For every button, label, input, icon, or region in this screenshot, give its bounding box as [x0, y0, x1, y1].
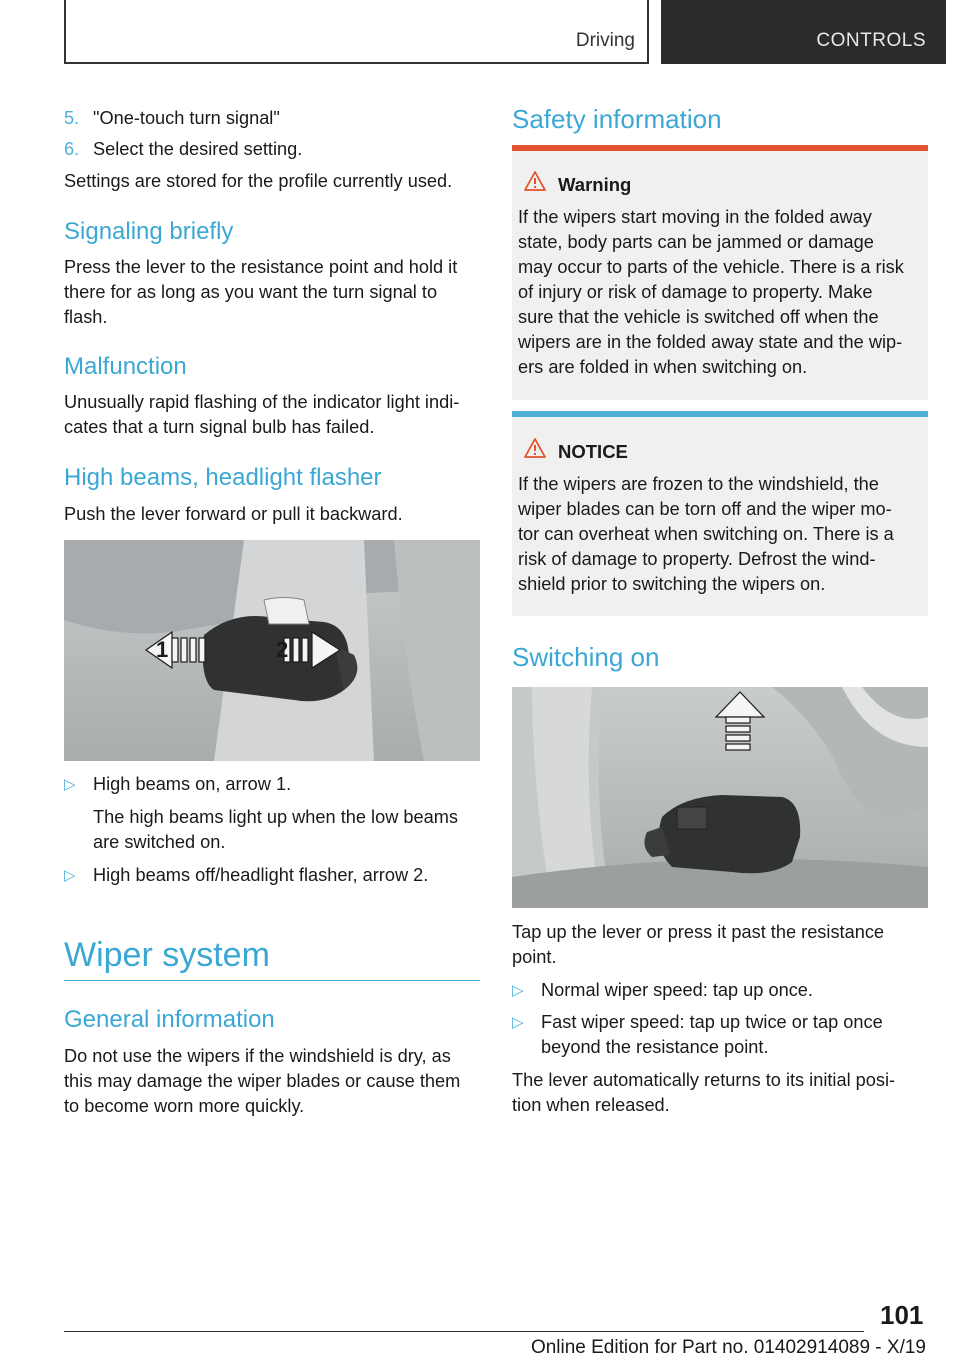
paragraph-line: cates that a turn signal bulb has failed. [64, 417, 375, 437]
notice-line: wiper blades can be torn off and the wiper mo- [518, 499, 892, 519]
header-chapter: CONTROLS [816, 30, 926, 51]
warning-triangle-icon [524, 171, 546, 191]
list-subtext: are switched on. [93, 832, 226, 852]
paragraph-line: this may damage the wiper blades or cause them [64, 1071, 461, 1091]
paragraph-line: tion when released. [512, 1095, 670, 1115]
notice-line: tor can overheat when switching on. There is a [518, 524, 894, 544]
heading-malfunction: Malfunction [64, 353, 187, 380]
header-section-box [64, 0, 649, 64]
paragraph-line: Push the lever forward or pull it backward. [64, 504, 403, 524]
section-title-wiper: Wiper system [64, 936, 270, 974]
arrow-label-1: 1 [156, 637, 169, 662]
paragraph-line: Unusually rapid flashing of the indicator light indi- [64, 392, 460, 412]
list-number: 5. [64, 108, 80, 128]
warning-line: may occur to parts of the vehicle. There is a risk [518, 257, 904, 277]
warning-line: sure that the vehicle is switched off when the [518, 307, 879, 327]
warning-box [512, 145, 928, 400]
list-text: "One-touch turn signal" [93, 108, 280, 128]
triangle-bullet-icon: ▷ [512, 1014, 524, 1031]
list-text: Normal wiper speed: tap up once. [541, 980, 813, 1000]
list-number: 6. [64, 139, 80, 159]
notice-bar [512, 411, 928, 417]
list-text: Select the desired setting. [93, 139, 303, 159]
footer-edition-text: Online Edition for Part no. 01402914089 - X/19 [530, 1337, 926, 1358]
paragraph-line: flash. [64, 307, 108, 327]
warning-line: wipers are in the folded away state and the wip- [518, 332, 903, 352]
arrow-label-2: 2 [276, 637, 289, 662]
heading-general-information: General information [64, 1006, 275, 1033]
lever-illustration-wiper [512, 687, 928, 908]
section-rule [64, 980, 480, 981]
warning-line: If the wipers start moving in the folded away [518, 207, 872, 227]
paragraph-line: Press the lever to the resistance point and hold it [64, 257, 458, 277]
notice-title: NOTICE [558, 441, 628, 462]
paragraph-line: Tap up the lever or press it past the resistance [512, 922, 885, 942]
lever-illustration-high-beams [64, 540, 480, 761]
list-text: High beams on, arrow 1. [93, 774, 292, 794]
notice-line: shield prior to switching the wipers on. [518, 574, 826, 594]
paragraph-line: point. [512, 947, 557, 967]
warning-bar [512, 145, 928, 151]
paragraph-line: to become worn more quickly. [64, 1096, 305, 1116]
settings-text: Settings are stored for the profile currently used. [64, 171, 453, 191]
triangle-bullet-icon: ▷ [512, 982, 524, 999]
heading-safety-information: Safety information [512, 104, 722, 134]
list-subtext: The high beams light up when the low beams [93, 807, 458, 827]
paragraph-line: there for as long as you want the turn signal to [64, 282, 438, 302]
heading-high-beams: High beams, headlight flasher [64, 464, 382, 491]
notice-triangle-icon [524, 438, 546, 458]
header-section: Driving [575, 30, 635, 51]
paragraph-line: The lever automatically returns to its initial posi- [512, 1070, 896, 1090]
heading-switching-on: Switching on [512, 642, 660, 672]
warning-title: Warning [558, 174, 632, 195]
notice-box [512, 411, 928, 616]
triangle-bullet-icon: ▷ [64, 776, 76, 793]
warning-line: state, body parts can be jammed or damage [518, 232, 874, 252]
header-chapter-box [661, 0, 946, 64]
notice-line: risk of damage to property. Defrost the wind- [518, 549, 876, 569]
heading-signaling: Signaling briefly [64, 218, 234, 245]
footer-rule [64, 1331, 864, 1332]
warning-line: of injury or risk of damage to property. Make [518, 282, 873, 302]
paragraph-line: Do not use the wipers if the windshield is dry, as [64, 1046, 451, 1066]
warning-line: ers are folded in when switching on. [518, 357, 808, 377]
page-number: 101 [880, 1300, 924, 1330]
list-text: High beams off/headlight flasher, arrow 2. [93, 865, 429, 885]
triangle-bullet-icon: ▷ [64, 867, 76, 884]
list-text: Fast wiper speed: tap up twice or tap once [541, 1012, 883, 1032]
notice-line: If the wipers are frozen to the windshield, the [518, 474, 879, 494]
list-subtext: beyond the resistance point. [541, 1037, 769, 1057]
